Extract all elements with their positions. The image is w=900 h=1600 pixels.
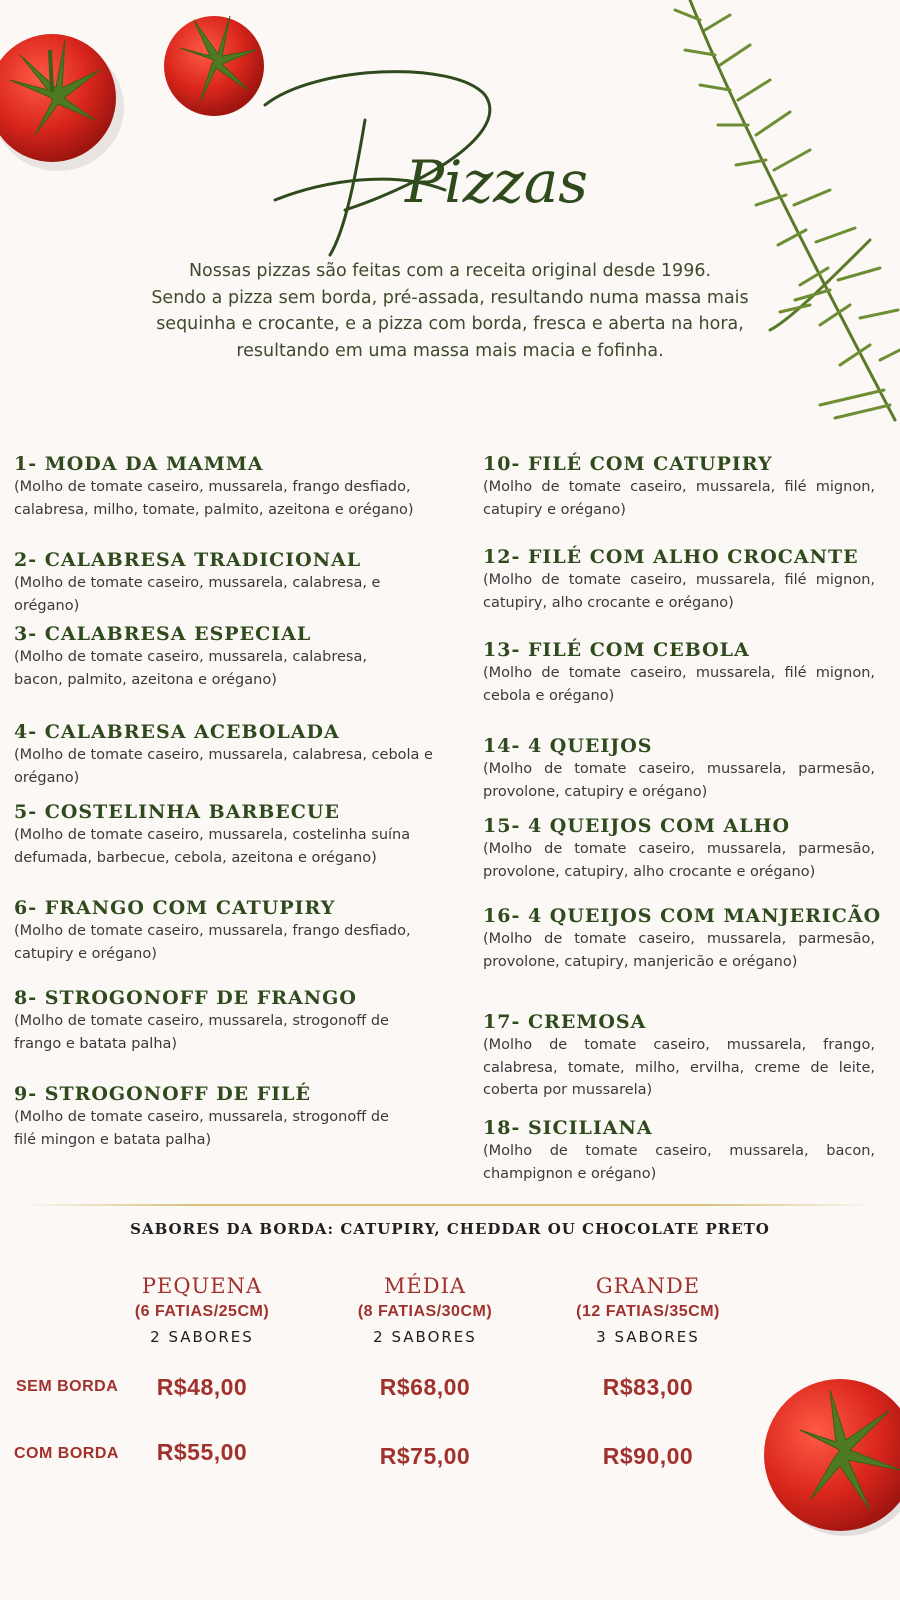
menu-item: [14, 1082, 414, 1151]
intro-paragraph: [110, 258, 790, 364]
menu-item-description: (Molho de tomate caseiro, mussarela, parmesão, provolone, catupiry e orégano): [483, 761, 875, 800]
page-title-text: Pizzas: [405, 148, 589, 216]
menu-item: [14, 800, 414, 869]
page-title: [255, 60, 615, 260]
menu-item-description: (Molho de tomate caseiro, mussarela, filé mignon, catupiry, alho crocante e orégano): [483, 572, 875, 611]
menu-item: [14, 720, 464, 789]
size-name: MÉDIA: [383, 1274, 467, 1298]
menu-item-title: 17- CREMOSA: [483, 1011, 647, 1033]
menu-item: [483, 734, 875, 803]
size-info: (12 FATIAS/35CM): [576, 1303, 720, 1320]
menu-item-title: 2- CALABRESA TRADICIONAL: [14, 549, 362, 571]
menu-item-description: (Molho de tomate caseiro, mussarela, bacon, champignon e orégano): [483, 1143, 875, 1182]
price-sem-borda-pequena: R$48,00: [156, 1374, 248, 1400]
size-header-grande: [548, 1272, 748, 1350]
tomato-image-bottom-right: [760, 1370, 900, 1540]
menu-item-description: (Molho de tomate caseiro, mussarela, calabresa, cebola e orégano): [14, 747, 433, 786]
menu-item-title: 6- FRANGO COM CATUPIRY: [14, 897, 336, 919]
menu-item-description: (Molho de tomate caseiro, mussarela, frango desfiado, catupiry e orégano): [14, 923, 411, 962]
menu-item-title: 8- STROGONOFF DE FRANGO: [14, 987, 357, 1009]
menu-item-description: (Molho de tomate caseiro, mussarela, filé mignon, catupiry e orégano): [483, 479, 875, 518]
menu-item-title: 12- FILÉ COM ALHO CROCANTE: [483, 546, 859, 568]
menu-item: [14, 548, 414, 617]
menu-item-description: (Molho de tomate caseiro, mussarela, filé mignon, cebola e orégano): [483, 665, 875, 704]
menu-item: [483, 814, 875, 883]
size-info: (8 FATIAS/30CM): [357, 1303, 493, 1320]
intro-line: sequinha e crocante, e a pizza com borda, fresca e aberta na hora,: [156, 314, 744, 334]
menu-item-description: (Molho de tomate caseiro, mussarela, frango, calabresa, tomate, milho, ervilha, creme de leite, coberta por mussarela): [483, 1037, 875, 1098]
menu-item: [483, 452, 875, 521]
menu-item-title: 10- FILÉ COM CATUPIRY: [483, 453, 773, 475]
menu-item-title: 14- 4 QUEIJOS: [483, 735, 653, 757]
size-flavors: 2 SABORES: [373, 1328, 477, 1346]
size-name: GRANDE: [595, 1274, 701, 1298]
menu-item-title: 4- CALABRESA ACEBOLADA: [14, 721, 340, 743]
size-flavors: 3 SABORES: [596, 1328, 700, 1346]
menu-item: [483, 638, 875, 707]
row-label-sem-borda: SEM BORDA: [16, 1378, 119, 1395]
size-info: (6 FATIAS/25CM): [134, 1303, 270, 1320]
intro-line: resultando em uma massa mais macia e fofinha.: [236, 340, 664, 361]
menu-item-description: (Molho de tomate caseiro, mussarela, calabresa, e orégano): [14, 575, 381, 614]
menu-item-title: 15- 4 QUEIJOS COM ALHO: [483, 815, 791, 837]
row-label-com-borda: COM BORDA: [14, 1445, 119, 1462]
size-name: PEQUENA: [141, 1274, 263, 1298]
tomato-image-top-left: [0, 10, 135, 180]
menu-item-title: 16- 4 QUEIJOS COM MANJERICÃO: [483, 905, 882, 927]
menu-item-description: (Molho de tomate caseiro, mussarela, frango desfiado, calabresa, milho, tomate, palmito, azeitona e orégano): [14, 479, 414, 518]
menu-item-title: 3- CALABRESA ESPECIAL: [14, 623, 312, 645]
section-divider: [18, 1204, 878, 1206]
price-sem-borda-grande: R$83,00: [602, 1374, 694, 1400]
menu-item-title: 1- MODA DA MAMMA: [14, 453, 264, 475]
menu-item-description: (Molho de tomate caseiro, mussarela, strogonoff de filé mingon e batata palha): [14, 1109, 389, 1148]
price-com-borda-grande: R$90,00: [602, 1443, 694, 1469]
rosemary-image: [670, 0, 900, 430]
menu-item-title: 13- FILÉ COM CEBOLA: [483, 639, 750, 661]
price-sem-borda-media: R$68,00: [379, 1374, 471, 1400]
menu-item: [483, 1116, 875, 1185]
menu-item-description: (Molho de tomate caseiro, mussarela, strogonoff de frango e batata palha): [14, 1013, 389, 1052]
size-flavors: 2 SABORES: [150, 1328, 254, 1346]
menu-item: [14, 622, 414, 691]
price-com-borda-media: R$75,00: [379, 1443, 471, 1469]
menu-item-description: (Molho de tomate caseiro, mussarela, costelinha suína defumada, barbecue, cebola, azeitona e orégano): [14, 827, 411, 866]
menu-item: [483, 1010, 875, 1102]
menu-item-title: 18- SICILIANA: [483, 1117, 653, 1139]
menu-item: [14, 986, 414, 1055]
menu-item: [14, 896, 414, 965]
size-header-pequena: [102, 1272, 302, 1350]
menu-item-title: 5- COSTELINHA BARBECUE: [14, 801, 340, 823]
price-com-borda-pequena: R$55,00: [156, 1439, 248, 1465]
borda-flavors: SABORES DA BORDA: CATUPIRY, CHEDDAR OU CHOCOLATE PRETO: [130, 1220, 770, 1238]
menu-item-title: 9- STROGONOFF DE FILÉ: [14, 1083, 312, 1105]
intro-line: Sendo a pizza sem borda, pré-assada, resultando numa massa mais: [151, 287, 749, 308]
menu-item-description: (Molho de tomate caseiro, mussarela, parmesão, provolone, catupiry, alho crocante e orégano): [483, 841, 875, 880]
size-header-media: [325, 1272, 525, 1350]
menu-item-description: (Molho de tomate caseiro, mussarela, parmesão, provolone, catupiry, manjericão e orégano): [483, 931, 875, 970]
menu-item: [483, 904, 881, 973]
intro-line: Nossas pizzas são feitas com a receita original desde 1996.: [188, 261, 712, 281]
menu-item-description: (Molho de tomate caseiro, mussarela, calabresa, bacon, palmito, azeitona e orégano): [14, 649, 367, 688]
tomato-image-top-center: [160, 10, 270, 120]
menu-item: [483, 545, 875, 614]
menu-item: [14, 452, 414, 521]
